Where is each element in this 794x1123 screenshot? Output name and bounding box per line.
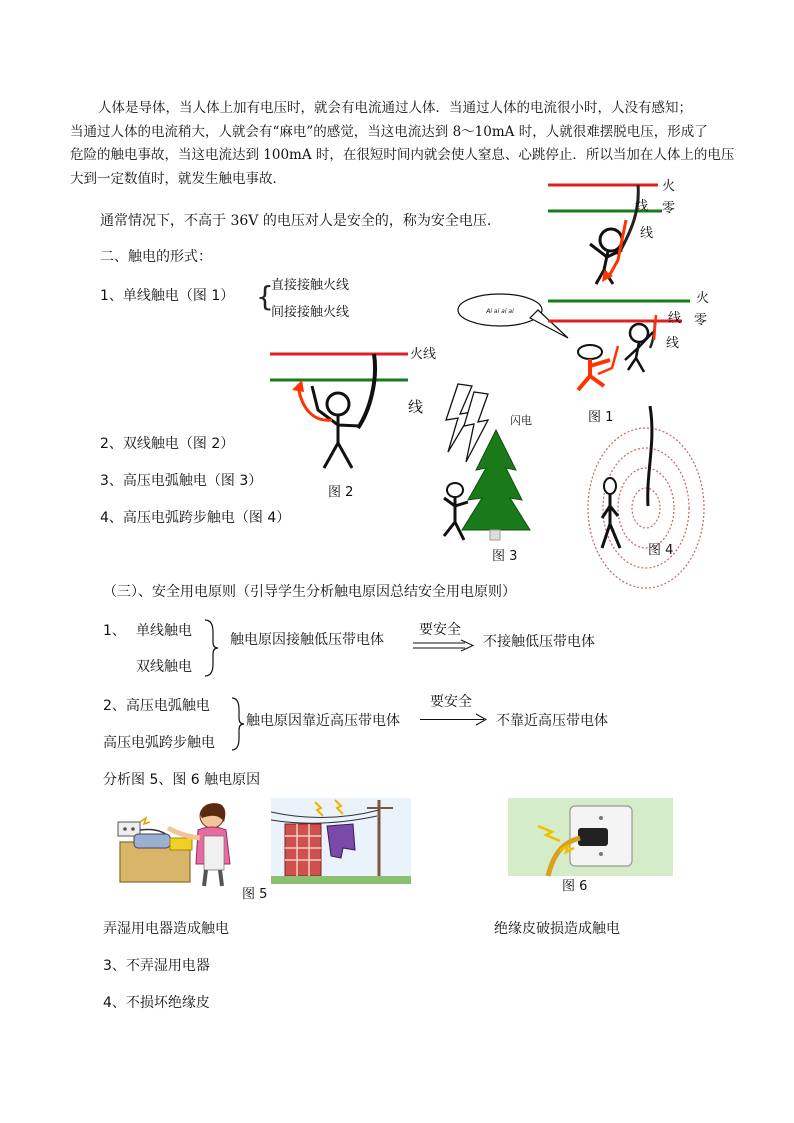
- fig5-caption: 图 5: [242, 887, 268, 902]
- fig5-woman-legs: [204, 870, 222, 886]
- fig3-tree-trunk: [490, 530, 500, 540]
- principle-2-brace: [230, 696, 246, 752]
- principle-2-arrow: [420, 714, 488, 726]
- form-single-direct: 直接接触火线: [271, 278, 350, 293]
- fig4-person-body: [602, 494, 620, 548]
- fig3-lightning-bolt-2: [464, 392, 488, 462]
- plaid-shirt: [285, 824, 321, 876]
- fig2-head: [327, 393, 349, 415]
- fig4-ring-inner: [632, 488, 660, 528]
- fig1-bubble-tail: [530, 310, 568, 338]
- brace-text: {: [256, 280, 274, 313]
- fig4-fallen-wire: [648, 406, 652, 506]
- figure-4: [582, 402, 702, 592]
- figure-3: [428, 382, 558, 567]
- fig5-woman-arm: [168, 828, 200, 838]
- analysis-title: 分析图 5、图 6 触电原因: [103, 772, 261, 788]
- fig1-line-char-c: 线: [668, 311, 682, 326]
- clothesline-ground: [271, 876, 411, 884]
- principle-1-reason: 触电原因接触低压带电体: [230, 632, 384, 648]
- principle-2-result: 不靠近高压带电体: [496, 713, 608, 729]
- principle-2-arc: 2、高压电弧触电: [103, 698, 210, 714]
- fig5-appliance: [134, 834, 170, 848]
- section-3-title: （三）、安全用电原则（引导学生分析触电原因总结安全用电原则）: [103, 584, 516, 600]
- fig5-yellow-cloth: [170, 838, 192, 850]
- fig2-wire-drop: [358, 354, 375, 428]
- fig2-arrow-head: [292, 380, 304, 392]
- intro-line-4: 大到一定数值时，就发生触电事故．: [70, 170, 286, 187]
- fig4-ring-2: [603, 448, 689, 568]
- intro-line-1: 人体是导体，当人体上加有电压时，就会有电流通过人体．当通过人体的电流很小时，人没有感知；: [98, 100, 692, 116]
- fig1-line-char-b: 线: [640, 226, 654, 241]
- fig2-fire-label: 火线: [410, 347, 437, 362]
- fig4-ring-outer: [588, 428, 704, 588]
- principle-1-single: 单线触电: [136, 623, 192, 639]
- fig3-caption: 图 3: [492, 549, 518, 564]
- section-2-title: 二、触电的形式：: [100, 249, 212, 265]
- principle-2-arrow-label: 要安全: [430, 694, 472, 710]
- intro-line-2: 当通过人体的电流稍大，人就会有“麻电”的感觉，当这电流达到 8～10mA 时，人就很难摆脱电压，形成了: [70, 123, 708, 140]
- fig1-zero-char: 零: [662, 201, 676, 216]
- figure-5: [106, 798, 268, 902]
- fig6-description: 绝缘皮破损造成触电: [494, 921, 620, 937]
- fig2-caption: 图 2: [328, 485, 354, 500]
- rule-3: 3、不弄湿用电器: [103, 958, 210, 974]
- fig1-bubble-text: Ai ai ai ai: [486, 308, 514, 315]
- fig4-ring-3: [618, 468, 674, 548]
- fig1-zero-char-2: 零: [694, 313, 708, 328]
- fig2-legs: [324, 443, 352, 468]
- form-single-line: 1、单线触电（图 1）: [100, 288, 235, 304]
- fig5-description: 弄湿用电器造成触电: [103, 921, 229, 937]
- fig1-fire-char: 火: [662, 179, 676, 194]
- fig6-caption: 图 6: [562, 879, 588, 894]
- principle-1-brace: [203, 618, 219, 678]
- fig3-person-head: [447, 483, 463, 497]
- figure-2: [268, 340, 448, 500]
- fig4-caption: 图 4: [648, 543, 674, 558]
- fig2-line-char: 线: [408, 398, 424, 416]
- form-single-indirect: 间接接触火线: [271, 305, 350, 320]
- principle-1-number: 1、: [103, 623, 126, 639]
- fig3-lightning-label: 闪电: [510, 414, 532, 427]
- rule-4: 4、不损坏绝缘皮: [103, 995, 210, 1011]
- fig1-fire-char-2: 火: [696, 291, 710, 306]
- fig1-line-char-d: 线: [666, 336, 680, 351]
- principle-1-arrow: [413, 640, 475, 652]
- fig1-caption: 图 1: [588, 410, 614, 425]
- fig5-spark-icon: [140, 818, 150, 824]
- clothesline-picture: [271, 798, 411, 884]
- fig1-upper-leg: [596, 270, 604, 284]
- fig1-lower-head-left: [578, 345, 602, 359]
- form-double-line: 2、双线触电（图 2）: [100, 436, 235, 452]
- principle-1-double: 双线触电: [136, 659, 192, 675]
- principle-2-reason: 触电原因靠近高压带电体: [246, 713, 400, 729]
- form-step: 4、高压电弧跨步触电（图 4）: [100, 510, 291, 526]
- principle-1-arrow-label: 要安全: [419, 622, 461, 638]
- fig5-woman-apron: [204, 836, 224, 870]
- fig1-lower-current-arrow-2: [654, 315, 656, 340]
- fig6-plug: [578, 828, 608, 846]
- principle-1-result: 不接触低压带电体: [483, 634, 595, 650]
- fig1-lower-body-left: [578, 359, 610, 390]
- form-arc: 3、高压电弧触电（图 3）: [100, 473, 263, 489]
- figure-6: [508, 798, 673, 894]
- fig1-line-char-a: 线: [635, 199, 649, 214]
- fig4-person-head: [604, 478, 616, 494]
- fig3-person-body: [444, 497, 468, 540]
- intro-line-3: 危险的触电事故，当这电流达到 100mA 时，在很短时间内就会使人窒息、心跳停止．所以当加在人体上的电压: [70, 147, 735, 163]
- fig1-upper-head: [600, 229, 622, 251]
- principle-2-step: 高压电弧跨步触电: [103, 735, 215, 751]
- safe-voltage-text: 通常情况下，不高于 36V 的电压对人是安全的，称为安全电压．: [100, 213, 501, 229]
